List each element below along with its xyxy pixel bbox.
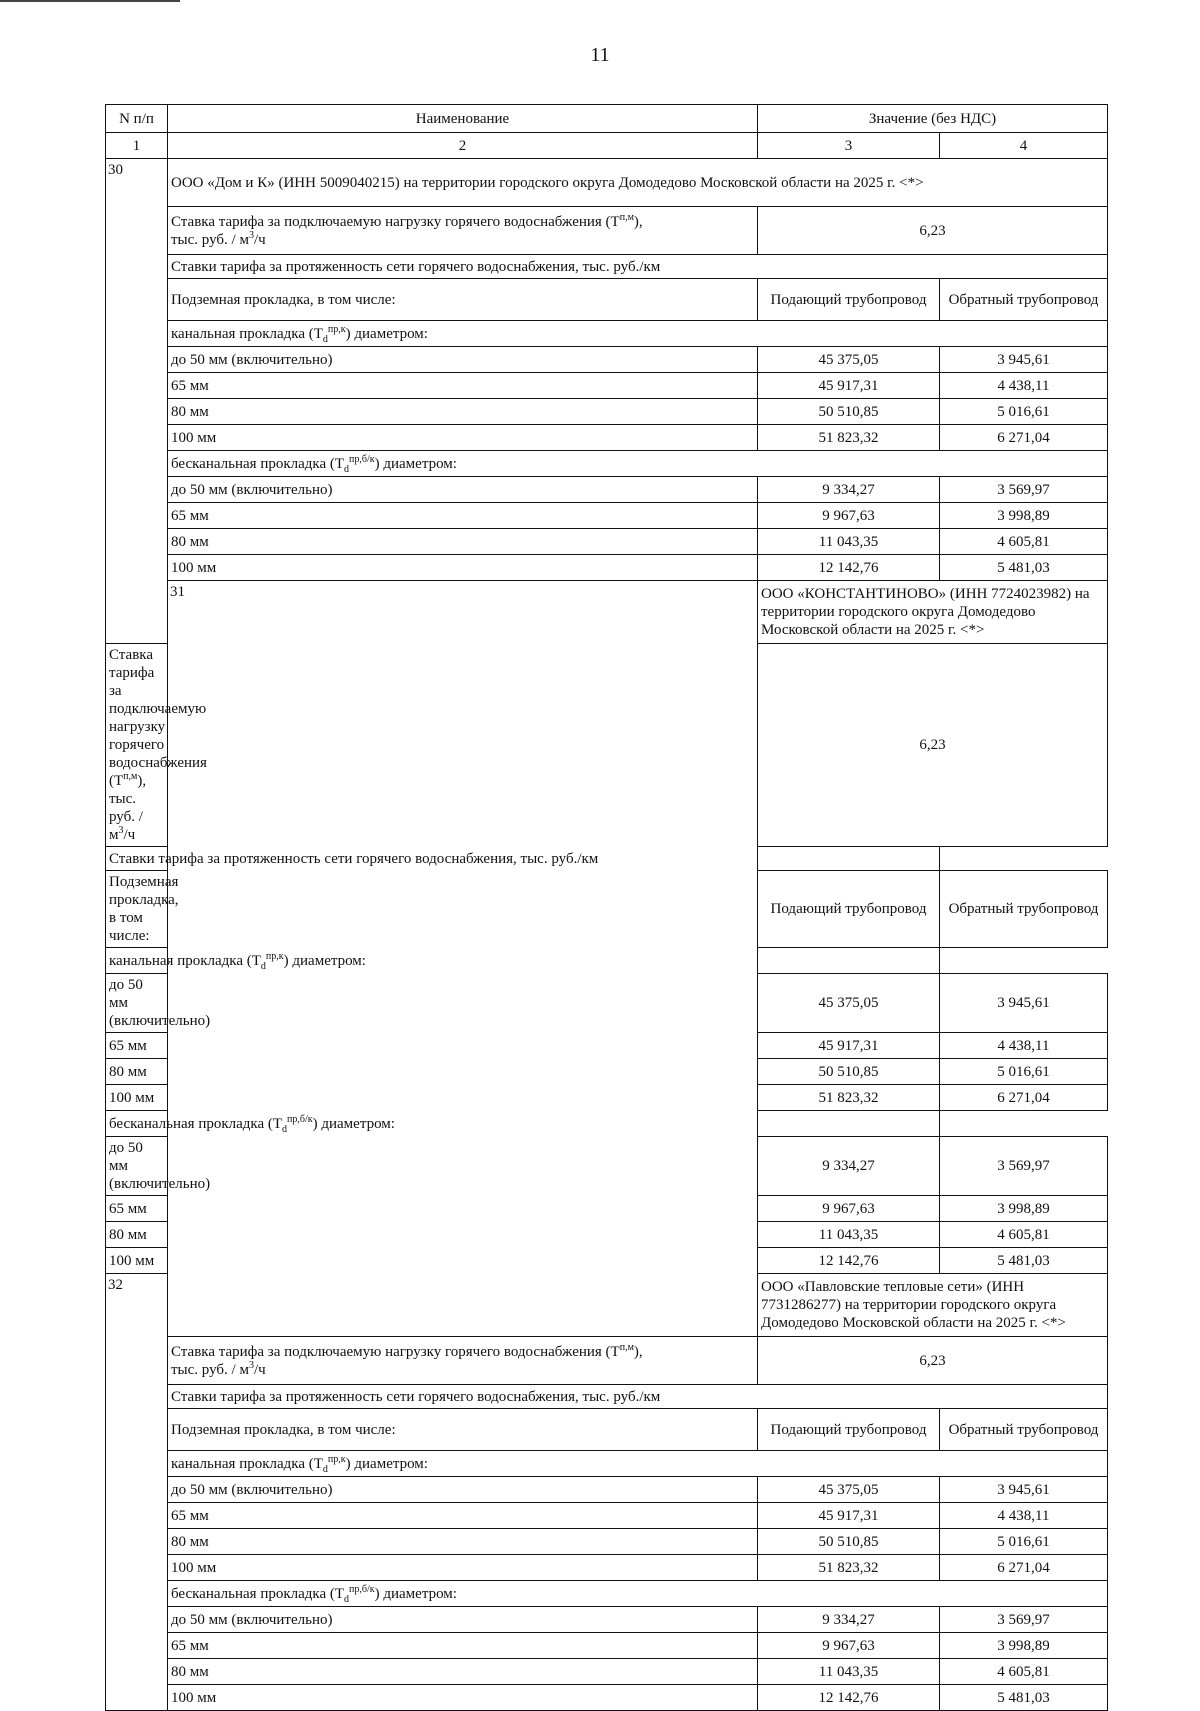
- return-value: 6 271,04: [940, 1085, 1108, 1111]
- supply-value: 45 917,31: [758, 373, 940, 399]
- section-org-row: [106, 581, 1108, 644]
- diameter-label: 100 мм: [106, 1085, 168, 1111]
- supply-value: 45 375,05: [758, 1477, 940, 1503]
- diameter-label: 65 мм: [168, 1503, 758, 1529]
- diameter-label: 80 мм: [106, 1059, 168, 1085]
- return-value: 5 481,03: [940, 555, 1108, 581]
- diameter-label: 100 мм: [168, 1555, 758, 1581]
- return-value: 4 605,81: [940, 1659, 1108, 1685]
- table-row: [106, 425, 1108, 451]
- supply-value: 11 043,35: [758, 1659, 940, 1685]
- diameter-label: 100 мм: [168, 1685, 758, 1711]
- diameter-label: до 50 мм (включительно): [106, 1137, 168, 1196]
- return-value: 3 998,89: [940, 503, 1108, 529]
- supply-value: 9 334,27: [758, 477, 940, 503]
- table-row: [106, 1633, 1108, 1659]
- table-row: [106, 1685, 1108, 1711]
- supply-value: 12 142,76: [758, 1248, 940, 1274]
- header-num: N п/п: [106, 105, 168, 133]
- return-pipe-header: Обратный трубопровод: [940, 1409, 1108, 1451]
- length-rate-row: [106, 847, 1108, 871]
- index-cell: 4: [940, 133, 1108, 159]
- supply-value: 50 510,85: [758, 1059, 940, 1085]
- return-value: 3 998,89: [940, 1196, 1108, 1222]
- tariff-table-body: [106, 105, 1108, 1711]
- table-row: [106, 347, 1108, 373]
- supply-value: 45 917,31: [758, 1033, 940, 1059]
- diameter-label: 80 мм: [168, 399, 758, 425]
- channel-laying-label: канальная прокладка $(T_d^{пр,к})$ диаметром:: [168, 1451, 1108, 1477]
- diameter-label: 65 мм: [168, 503, 758, 529]
- channel-header-row: [106, 1451, 1108, 1477]
- table-row: [106, 477, 1108, 503]
- diameter-label: 65 мм: [168, 373, 758, 399]
- return-value: 3 945,61: [940, 347, 1108, 373]
- table-row: [106, 1659, 1108, 1685]
- diameter-label: до 50 мм (включительно): [168, 477, 758, 503]
- return-value: 6 271,04: [940, 1555, 1108, 1581]
- channelless-header-row: [106, 1111, 1108, 1137]
- return-value: 3 569,97: [940, 1607, 1108, 1633]
- supply-value: 12 142,76: [758, 1685, 940, 1711]
- supply-pipe-header: Подающий трубопровод: [758, 279, 940, 321]
- section-number: 32: [106, 1274, 168, 1711]
- organization-name: ООО «Павловские тепловые сети» (ИНН 7731286277) на территории городского округа Домодедово Московской области на 2025 г. <*>: [758, 1274, 1108, 1337]
- organization-name: ООО «Дом и К» (ИНН 5009040215) на территории городского округа Домодедово Московской области на 2025 г. <*>: [168, 159, 1108, 207]
- channelless-laying-label: бесканальная прокладка $(T_d^{пр,б/к})$ диаметром:: [106, 1111, 940, 1137]
- return-value: 5 016,61: [940, 1059, 1108, 1085]
- table-row: [106, 1503, 1108, 1529]
- diameter-label: 80 мм: [168, 1529, 758, 1555]
- supply-pipe-header: Подающий трубопровод: [758, 1409, 940, 1451]
- return-value: 4 438,11: [940, 373, 1108, 399]
- supply-value: 45 917,31: [758, 1503, 940, 1529]
- supply-value: 51 823,32: [758, 1555, 940, 1581]
- channel-laying-label: канальная прокладка $(T_d^{пр,к})$ диаметром:: [168, 321, 1108, 347]
- organization-name: ООО «КОНСТАНТИНОВО» (ИНН 7724023982) на территории городского округа Домодедово Московской области на 2025 г. <*>: [758, 581, 1108, 644]
- supply-value: 51 823,32: [758, 425, 940, 451]
- supply-pipe-header: Подающий трубопровод: [758, 871, 940, 948]
- table-row: [106, 1529, 1108, 1555]
- length-rate-label: Ставки тарифа за протяженность сети горячего водоснабжения, тыс. руб./км: [168, 1385, 1108, 1409]
- supply-value: 50 510,85: [758, 399, 940, 425]
- return-value: 4 605,81: [940, 529, 1108, 555]
- diameter-label: 100 мм: [168, 555, 758, 581]
- diameter-label: до 50 мм (включительно): [168, 1607, 758, 1633]
- tariff-table: [105, 104, 1108, 1711]
- supply-value: 9 334,27: [758, 1137, 940, 1196]
- index-row: [106, 133, 1108, 159]
- header-value: Значение (без НДС): [758, 105, 1108, 133]
- return-value: 4 438,11: [940, 1033, 1108, 1059]
- channel-header-row: [106, 948, 1108, 974]
- table-row: [106, 1607, 1108, 1633]
- page-number: 11: [590, 44, 610, 66]
- table-row: [106, 399, 1108, 425]
- diameter-label: 65 мм: [106, 1196, 168, 1222]
- diameter-label: 100 мм: [168, 425, 758, 451]
- supply-value: 12 142,76: [758, 555, 940, 581]
- table-row: [106, 555, 1108, 581]
- header-name: Наименование: [168, 105, 758, 133]
- return-value: 3 945,61: [940, 1477, 1108, 1503]
- return-value: 3 569,97: [940, 477, 1108, 503]
- diameter-label: до 50 мм (включительно): [168, 1477, 758, 1503]
- index-cell: 1: [106, 133, 168, 159]
- table-row: [106, 529, 1108, 555]
- diameter-label: 80 мм: [106, 1222, 168, 1248]
- channelless-laying-label: бесканальная прокладка $(T_d^{пр,б/к})$ диаметром:: [168, 1581, 1108, 1607]
- channelless-laying-label: бесканальная прокладка $(T_d^{пр,б/к})$ диаметром:: [168, 451, 1108, 477]
- return-value: 3 998,89: [940, 1633, 1108, 1659]
- channelless-header-row: [106, 451, 1108, 477]
- section-number: 31: [168, 581, 758, 1337]
- underground-row: [106, 1409, 1108, 1451]
- table-row: [106, 1477, 1108, 1503]
- load-rate-value: 6,23: [758, 1337, 1108, 1385]
- load-rate-row: [106, 207, 1108, 255]
- load-rate-value: 6,23: [758, 207, 1108, 255]
- supply-value: 50 510,85: [758, 1529, 940, 1555]
- load-rate-label: Ставка тарифа за подключаемую нагрузку горячего водоснабжения $(T^{п,м})$, тыс. руб. / $м^3/ч$: [106, 644, 168, 847]
- return-value: 5 481,03: [940, 1685, 1108, 1711]
- supply-value: 45 375,05: [758, 347, 940, 373]
- channel-laying-label: канальная прокладка $(T_d^{пр,к})$ диаметром:: [106, 948, 940, 974]
- diameter-label: 65 мм: [106, 1033, 168, 1059]
- diameter-label: 80 мм: [168, 1659, 758, 1685]
- supply-value: 45 375,05: [758, 974, 940, 1033]
- table-row: [106, 503, 1108, 529]
- supply-value: 9 967,63: [758, 503, 940, 529]
- channelless-header-row: [106, 1581, 1108, 1607]
- supply-value: 11 043,35: [758, 1222, 940, 1248]
- return-value: 3 569,97: [940, 1137, 1108, 1196]
- load-rate-value: 6,23: [758, 644, 1108, 847]
- load-rate-row: [106, 1337, 1108, 1385]
- index-cell: 3: [758, 133, 940, 159]
- return-value: 5 016,61: [940, 1529, 1108, 1555]
- return-value: 4 605,81: [940, 1222, 1108, 1248]
- return-pipe-header: Обратный трубопровод: [940, 279, 1108, 321]
- supply-value: 51 823,32: [758, 1085, 940, 1111]
- return-value: 5 481,03: [940, 1248, 1108, 1274]
- header-row: [106, 105, 1108, 133]
- length-rate-row: [106, 1385, 1108, 1409]
- return-value: 6 271,04: [940, 425, 1108, 451]
- diameter-label: до 50 мм (включительно): [168, 347, 758, 373]
- length-rate-label: Ставки тарифа за протяженность сети горячего водоснабжения, тыс. руб./км: [106, 847, 940, 871]
- supply-value: 11 043,35: [758, 529, 940, 555]
- supply-value: 9 334,27: [758, 1607, 940, 1633]
- length-rate-row: [106, 255, 1108, 279]
- index-cell: 2: [168, 133, 758, 159]
- load-rate-label: Ставка тарифа за подключаемую нагрузку горячего водоснабжения $(T^{п,м})$, тыс. руб. / $м^3/ч$: [168, 207, 758, 255]
- underground-label: Подземная прокладка, в том числе:: [106, 871, 168, 948]
- diameter-label: 100 мм: [106, 1248, 168, 1274]
- diameter-label: 80 мм: [168, 529, 758, 555]
- supply-value: 9 967,63: [758, 1196, 940, 1222]
- section-number: 30: [106, 159, 168, 644]
- underground-label: Подземная прокладка, в том числе:: [168, 279, 758, 321]
- channel-header-row: [106, 321, 1108, 347]
- return-value: 5 016,61: [940, 399, 1108, 425]
- section-org-row: [106, 159, 1108, 207]
- length-rate-label: Ставки тарифа за протяженность сети горячего водоснабжения, тыс. руб./км: [168, 255, 1108, 279]
- diameter-label: 65 мм: [168, 1633, 758, 1659]
- return-value: 3 945,61: [940, 974, 1108, 1033]
- underground-row: [106, 279, 1108, 321]
- return-pipe-header: Обратный трубопровод: [940, 871, 1108, 948]
- return-value: 4 438,11: [940, 1503, 1108, 1529]
- underground-label: Подземная прокладка, в том числе:: [168, 1409, 758, 1451]
- diameter-label: до 50 мм (включительно): [106, 974, 168, 1033]
- table-row: [106, 373, 1108, 399]
- table-row: [106, 1555, 1108, 1581]
- load-rate-label: Ставка тарифа за подключаемую нагрузку горячего водоснабжения $(T^{п,м})$, тыс. руб. / $м^3/ч$: [168, 1337, 758, 1385]
- supply-value: 9 967,63: [758, 1633, 940, 1659]
- scan-edge-mark: [0, 0, 180, 2]
